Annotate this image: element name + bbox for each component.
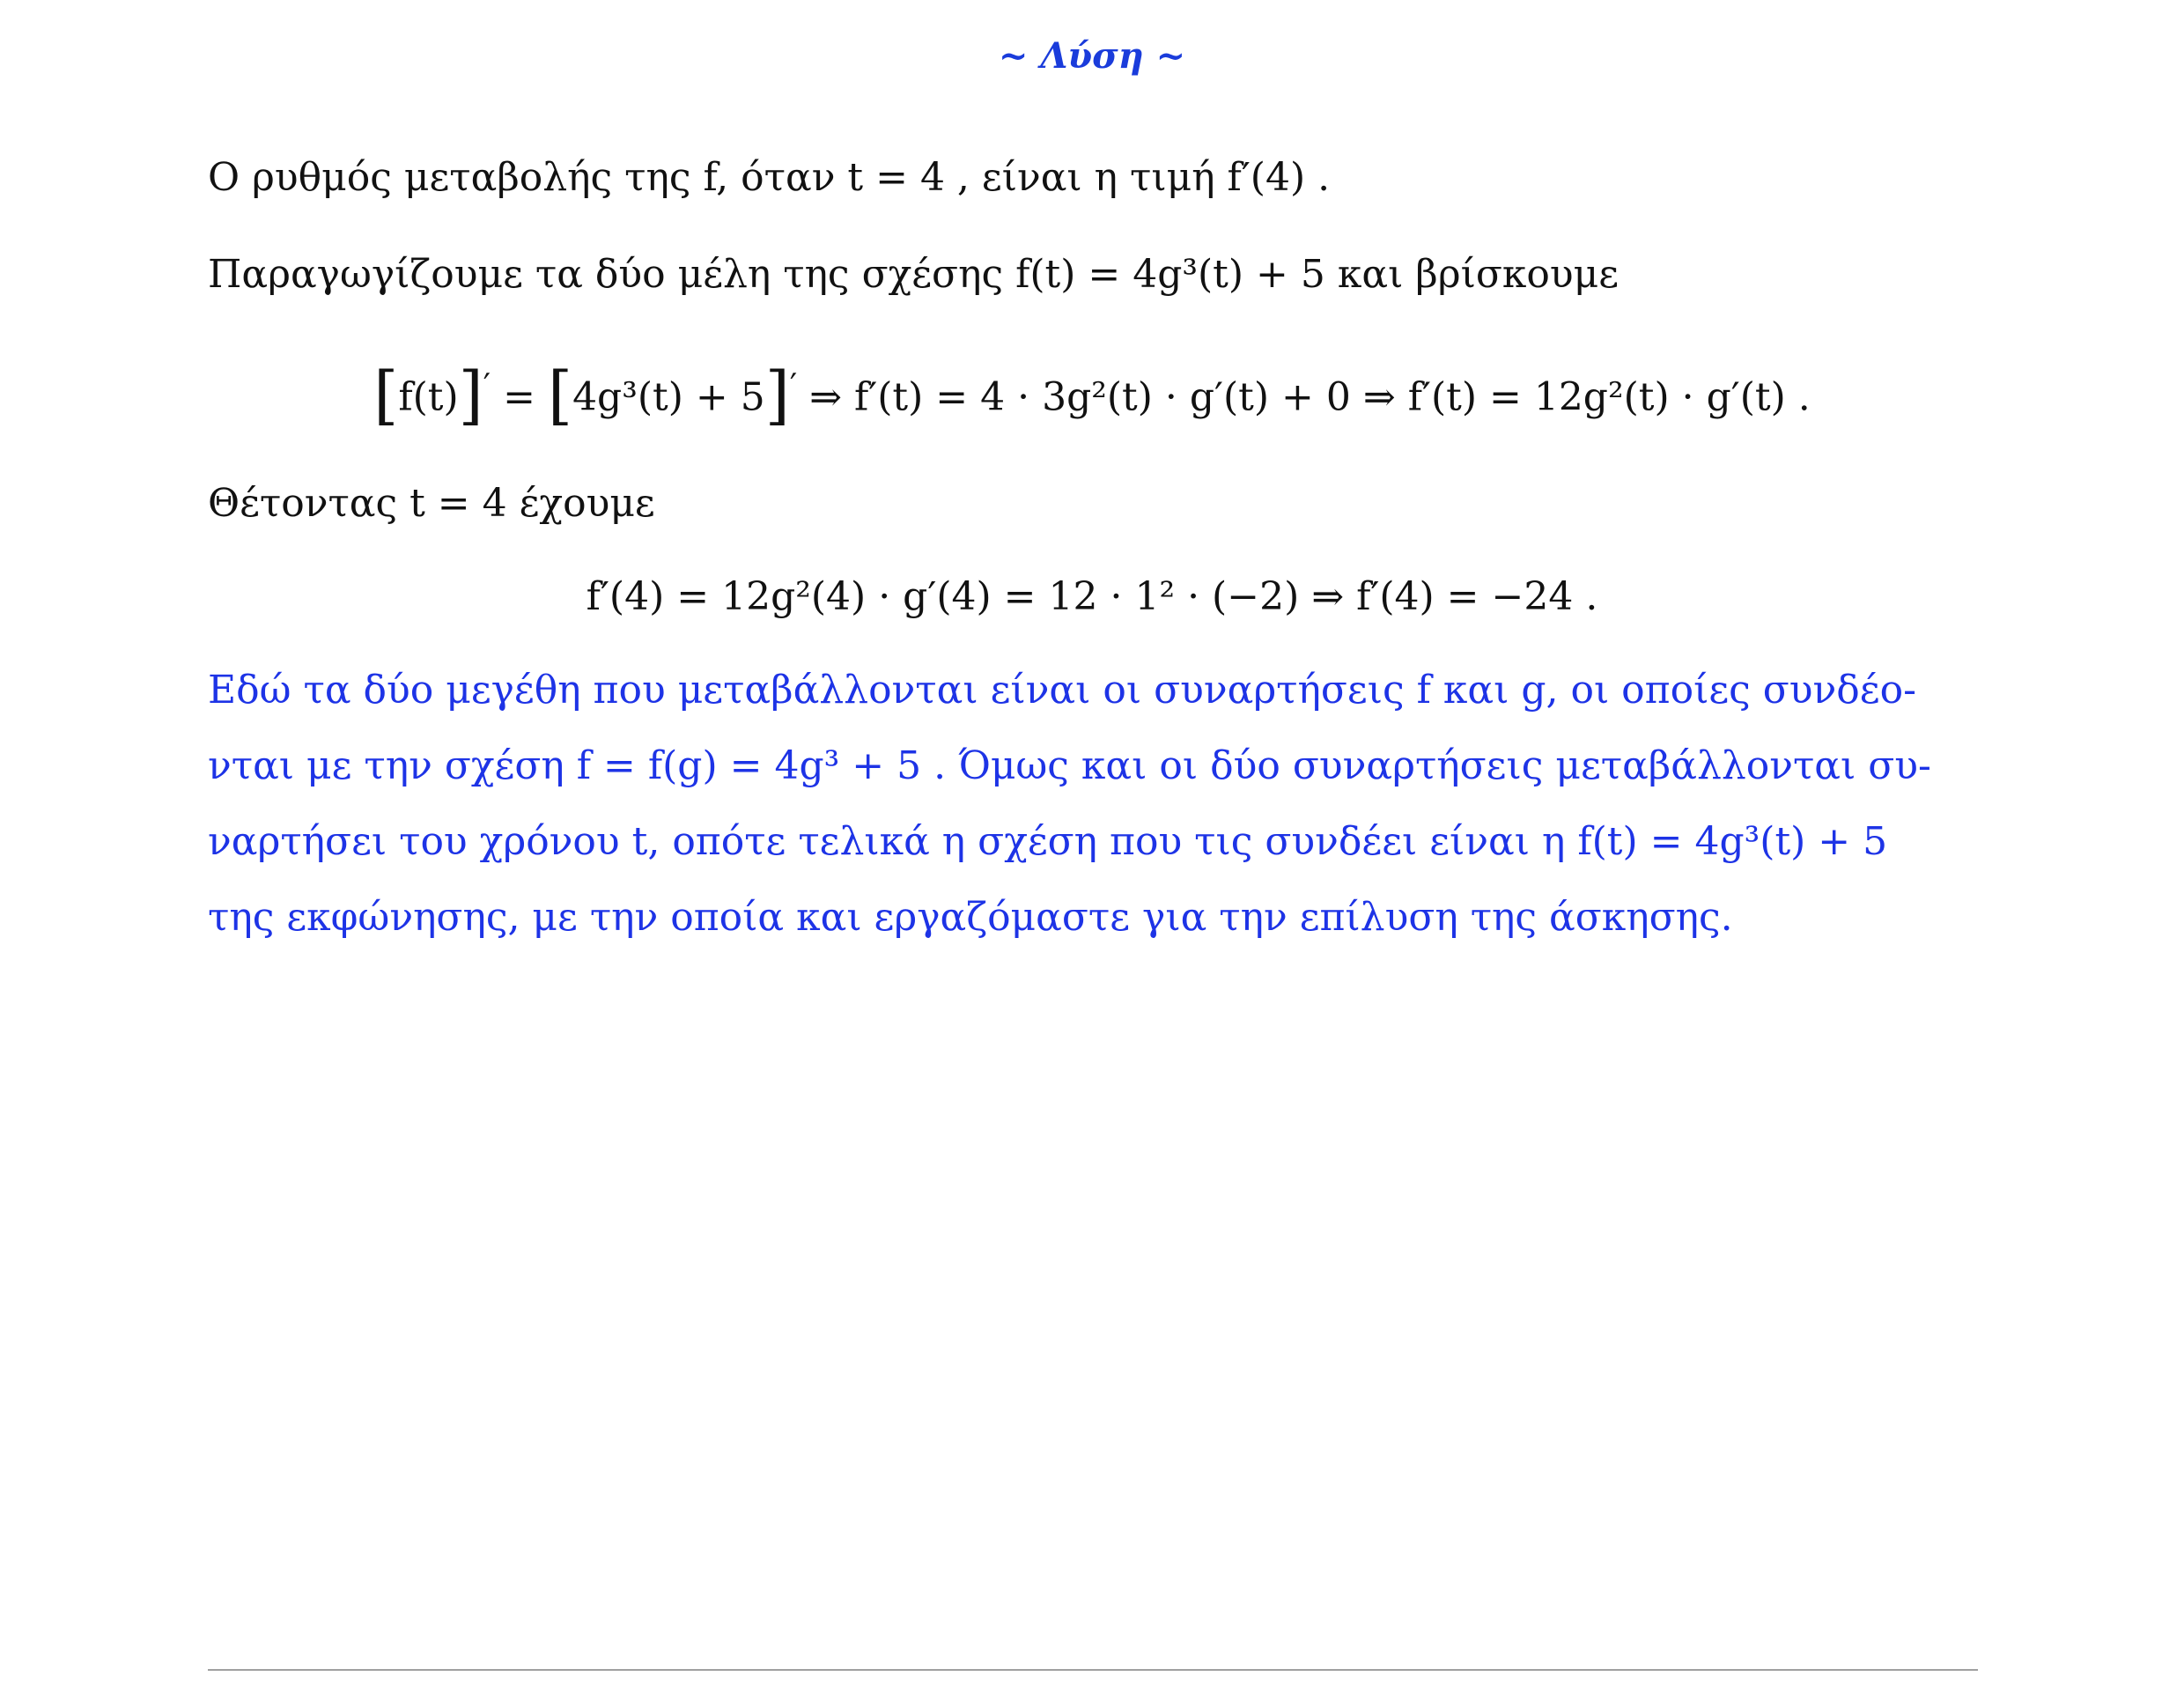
note-line-3: ναρτήσει του χρόνου t, οπότε τελικά η σχέση που τις συνδέει είναι η f(t) = 4g³(t) + 5 <box>208 819 1888 864</box>
solution-title: ~ Λύση ~ <box>998 35 1186 77</box>
text-line-differentiate: Παραγωγίζουμε τα δύο μέλη της σχέσης f(t) = 4g³(t) + 5 και βρίσκουμε <box>208 252 1620 297</box>
left-bracket-open: [ <box>373 358 399 432</box>
note-line-1: Εδώ τα δύο μεγέθη που μεταβάλλονται είναι οι συναρτήσεις f και g, οι οποίες συνδέο- <box>208 668 1916 713</box>
prime-mark: ′ <box>483 366 491 404</box>
left-bracket-close: ] <box>458 358 483 432</box>
note-line-2: νται με την σχέση f = f(g) = 4g³ + 5 . Όμως και οι δύο συναρτήσεις μεταβάλλονται συ- <box>208 743 1931 788</box>
equation-evaluation: f′(4) = 12g²(4) · g′(4) = 12 · 1² · (−2) ⇒ f′(4) = −24 . <box>586 574 1598 619</box>
eq1-rest: ⇒ f′(t) = 4 · 3g²(t) · g′(t) + 0 ⇒ f′(t) = 12g²(t) · g′(t) . <box>809 374 1811 420</box>
eq1-lhs-inner: f(t) <box>398 374 459 420</box>
eq1-rhs-inner: 4g³(t) + 5 <box>572 374 765 420</box>
text-line-substitute: Θέτοντας t = 4 έχουμε <box>208 481 655 526</box>
footer-divider <box>208 1669 1978 1671</box>
text-line-rate: Ο ρυθμός μεταβολής της f, όταν t = 4 , είναι η τιμή f′(4) . <box>208 155 1331 200</box>
right-bracket-open: [ <box>547 358 573 432</box>
right-bracket-close: ] <box>764 358 790 432</box>
equals-sign: = <box>503 374 535 420</box>
note-line-4: της εκφώνησης, με την οποία και εργαζόμαστε για την επίλυση της άσκησης. <box>208 895 1733 940</box>
equation-derivative <box>0 351 2184 433</box>
prime-mark-2: ′ <box>789 366 798 404</box>
